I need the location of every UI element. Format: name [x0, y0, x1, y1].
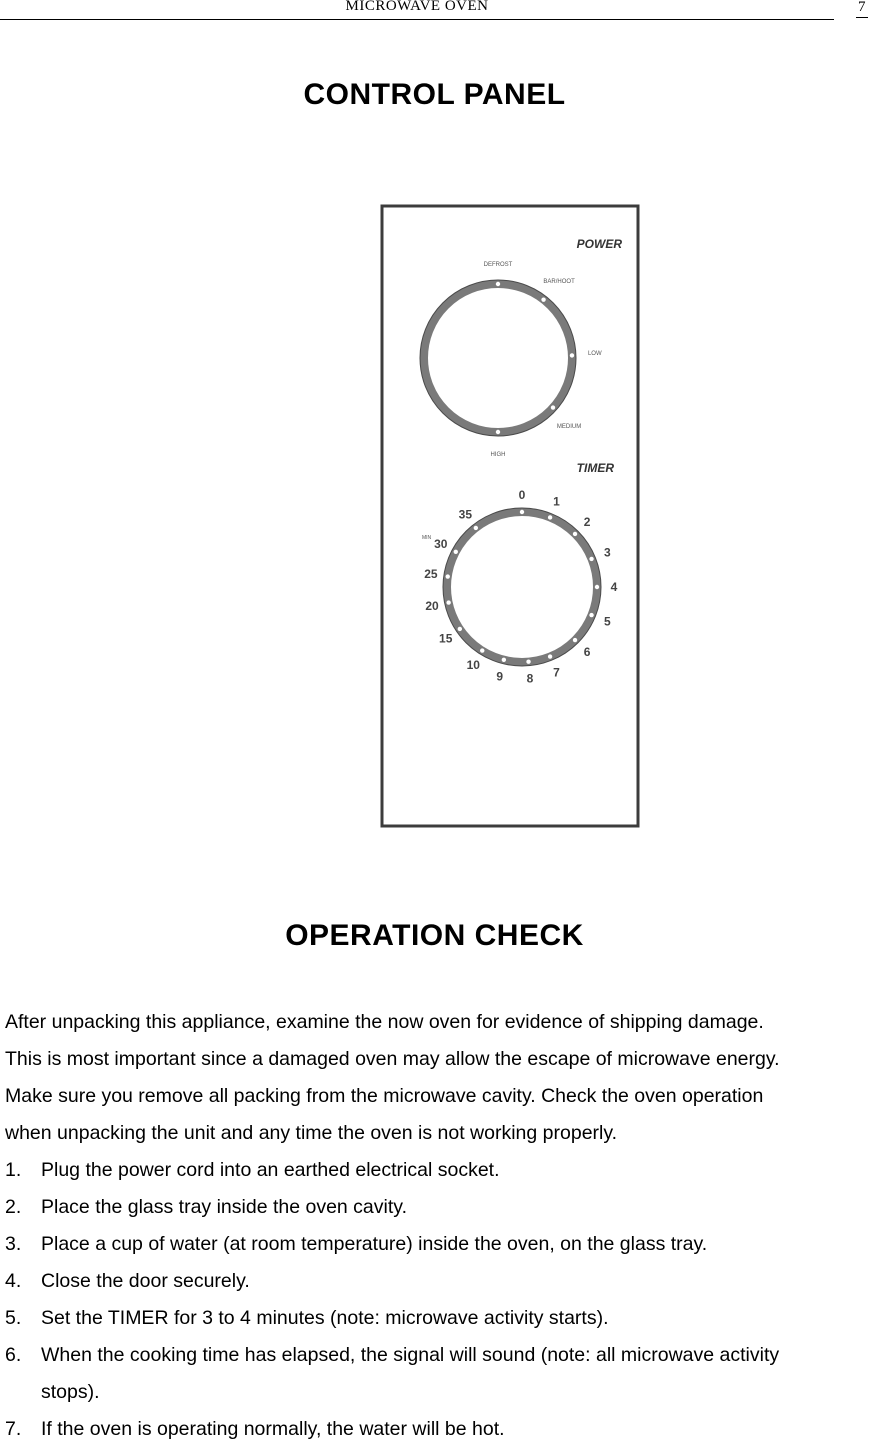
header-rule: [0, 19, 834, 20]
timer-dial-mark: 4: [610, 580, 618, 594]
step-text: Close the door securely.: [41, 1270, 250, 1292]
power-dial-label: LOW: [587, 350, 602, 357]
timer-tick-dot: [502, 658, 506, 662]
timer-tick-dot: [548, 515, 552, 519]
timer-dial-mark: 3: [603, 545, 611, 560]
step-text: Set the TIMER for 3 to 4 minutes (note: microwave activity starts).: [41, 1307, 609, 1329]
intro-line: Make sure you remove all packing from the microwave cavity. Check the oven operation: [5, 1085, 764, 1107]
timer-tick-dot: [458, 627, 462, 631]
timer-dial-mark: 15: [439, 631, 453, 646]
timer-dial-mark: 0: [518, 488, 526, 502]
control-panel-drawing: [362, 196, 654, 846]
operation-check-heading: OPERATION CHECK: [285, 919, 584, 952]
step-text: If the oven is operating normally, the water will be hot.: [41, 1418, 505, 1440]
step-item: [5, 1300, 869, 1337]
timer-tick-dot: [480, 648, 484, 652]
control-panel-heading: CONTROL PANEL: [303, 78, 566, 111]
step-number: 5.: [5, 1307, 22, 1329]
timer-title: TIMER: [576, 461, 614, 475]
step-item: [5, 1152, 869, 1189]
timer-dial-mark: 25: [424, 567, 438, 582]
step-text: Plug the power cord into an earthed electrical socket.: [41, 1159, 500, 1181]
timer-tick-dot: [595, 585, 599, 589]
timer-tick-dot: [446, 574, 450, 578]
power-title: POWER: [576, 237, 622, 251]
power-dial-label: BAR/HOOT: [543, 279, 575, 286]
power-tick-dot: [541, 297, 545, 301]
power-dial-label: HIGH: [490, 452, 506, 458]
power-tick-dot: [570, 353, 574, 357]
timer-tick-dot: [526, 660, 530, 664]
step-text: When the cooking time has elapsed, the signal will sound (note: all microwave activity: [41, 1344, 780, 1366]
page-number: 7: [856, 0, 868, 18]
timer-dial-mark: 5: [603, 614, 611, 629]
timer-min-label: MIN: [422, 535, 432, 541]
step-number: 1.: [5, 1159, 22, 1181]
intro-line: when unpacking the unit and any time the oven is not working properly.: [5, 1122, 618, 1144]
step-item: [5, 1226, 869, 1263]
timer-dial-mark: 2: [583, 514, 591, 529]
operation-steps-list: [5, 1152, 869, 1448]
timer-tick-dot: [548, 654, 552, 658]
step-item: [5, 1189, 869, 1226]
timer-dial-mark: 8: [526, 671, 534, 686]
step-number: 4.: [5, 1270, 22, 1292]
step-text: Place a cup of water (at room temperature) inside the oven, on the glass tray.: [41, 1233, 708, 1255]
step-text: Place the glass tray inside the oven cavity.: [41, 1196, 407, 1218]
step-number: 2.: [5, 1196, 22, 1218]
power-tick-dot: [496, 430, 500, 434]
power-dial-label: MEDIUM: [556, 424, 582, 431]
timer-tick-dot: [474, 526, 478, 530]
timer-dial-mark: 10: [466, 658, 480, 673]
power-tick-dot: [551, 405, 555, 409]
timer-dial-mark: 20: [425, 599, 439, 614]
step-item: [5, 1411, 869, 1448]
timer-tick-dot: [454, 550, 458, 554]
power-tick-dot: [496, 282, 500, 286]
timer-dial-mark: 30: [434, 536, 448, 551]
step-text-continuation: stops).: [41, 1381, 100, 1403]
power-dial-label: DEFROST: [483, 262, 513, 268]
step-item: [5, 1263, 869, 1300]
step-number: 6.: [5, 1344, 22, 1366]
operation-check-body: [5, 1004, 869, 1448]
control-panel-figure: [362, 196, 654, 846]
timer-dial-mark: 1: [553, 494, 560, 509]
running-header: [0, 0, 869, 24]
timer-dial-mark: 35: [458, 507, 473, 522]
timer-dial-mark: 7: [553, 665, 560, 680]
power-dial-ring: [424, 284, 572, 432]
timer-tick-dot: [520, 510, 524, 514]
timer-tick-dot: [589, 613, 593, 617]
timer-dial-mark: 9: [496, 669, 504, 684]
timer-tick-dot: [573, 638, 577, 642]
timer-tick-dot: [573, 532, 577, 536]
step-item: [5, 1337, 869, 1411]
running-title: MICROWAVE OVEN: [345, 0, 489, 14]
step-number: 3.: [5, 1233, 22, 1255]
intro-line: After unpacking this appliance, examine the now oven for evidence of shipping damage.: [5, 1011, 764, 1033]
timer-dial-mark: 6: [583, 645, 591, 660]
timer-tick-dot: [589, 557, 593, 561]
step-number: 7.: [5, 1418, 22, 1440]
intro-line: This is most important since a damaged oven may allow the escape of microwave energy.: [5, 1048, 780, 1070]
timer-tick-dot: [446, 600, 450, 604]
